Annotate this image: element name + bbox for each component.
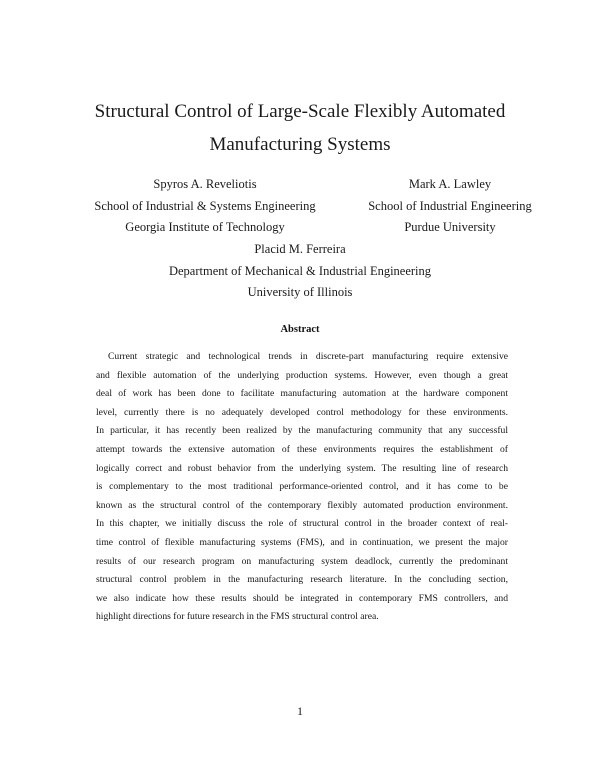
author-department: School of Industrial & Systems Engineering (94, 198, 316, 213)
author-name: Mark A. Lawley (408, 177, 492, 191)
author-name: Placid M. Ferreira (254, 242, 346, 256)
author-institution: University of Illinois (247, 285, 353, 299)
abstract-line: attempt towards the extensive automation of these environments requires the establishment of (96, 443, 508, 455)
author-block-lawley (320, 174, 580, 239)
abstract-line: In this chapter, we initially discuss the role of structural control in the broader context of real- (96, 518, 508, 530)
abstract-line: we also indicate how these results should be integrated in contemporary FMS controllers, and (96, 592, 508, 604)
abstract-line: and flexible automation of the underlying production systems. However, even though a great (96, 369, 508, 381)
abstract-line: Current strategic and technological trends in discrete-part manufacturing require extensive (108, 351, 508, 362)
author-name: Spyros A. Reveliotis (153, 177, 257, 191)
abstract-line: time control of flexible manufacturing systems (FMS), and in continuation, we present the major (96, 536, 508, 548)
paper-title-line-2: Manufacturing Systems (209, 134, 391, 155)
abstract-line: deal of work has been done to facilitate manufacturing automation at the hardware component (96, 388, 508, 400)
page-number: 1 (297, 706, 303, 718)
author-institution: Georgia Institute of Technology (125, 220, 285, 234)
abstract-line: is complementary to the most traditional performance-oriented control, and it has come to be (96, 481, 508, 493)
abstract-line: In particular, it has recently been realized by the manufacturing community that any successful (96, 425, 508, 437)
paper-title-line-1: Structural Control of Large-Scale Flexibly Automated (94, 101, 506, 122)
author-institution: Purdue University (404, 220, 496, 234)
abstract-line: logically correct and robust behavior from the underlying system. The resulting line of research (96, 462, 508, 474)
author-department: School of Industrial Engineering (368, 198, 532, 213)
author-block-reveliotis (80, 174, 330, 239)
abstract-line: results of our research program on manufacturing system deadlock, currently the predominant (96, 555, 508, 567)
abstract-line: known as the structural control of the contemporary flexibly automated production environment. (96, 499, 508, 511)
author-block-ferreira (100, 239, 500, 304)
author-department: Department of Mechanical & Industrial Engineering (168, 263, 432, 278)
abstract-body (96, 348, 508, 627)
abstract-line: structural control problem in the manufacturing research literature. In the concluding section, (96, 574, 508, 586)
abstract-heading: Abstract (280, 324, 320, 335)
abstract-line: highlight directions for future research in the FMS structural control area. (96, 611, 379, 623)
abstract-line: level, currently there is no adequately developed control methodology for these environments. (96, 406, 508, 418)
